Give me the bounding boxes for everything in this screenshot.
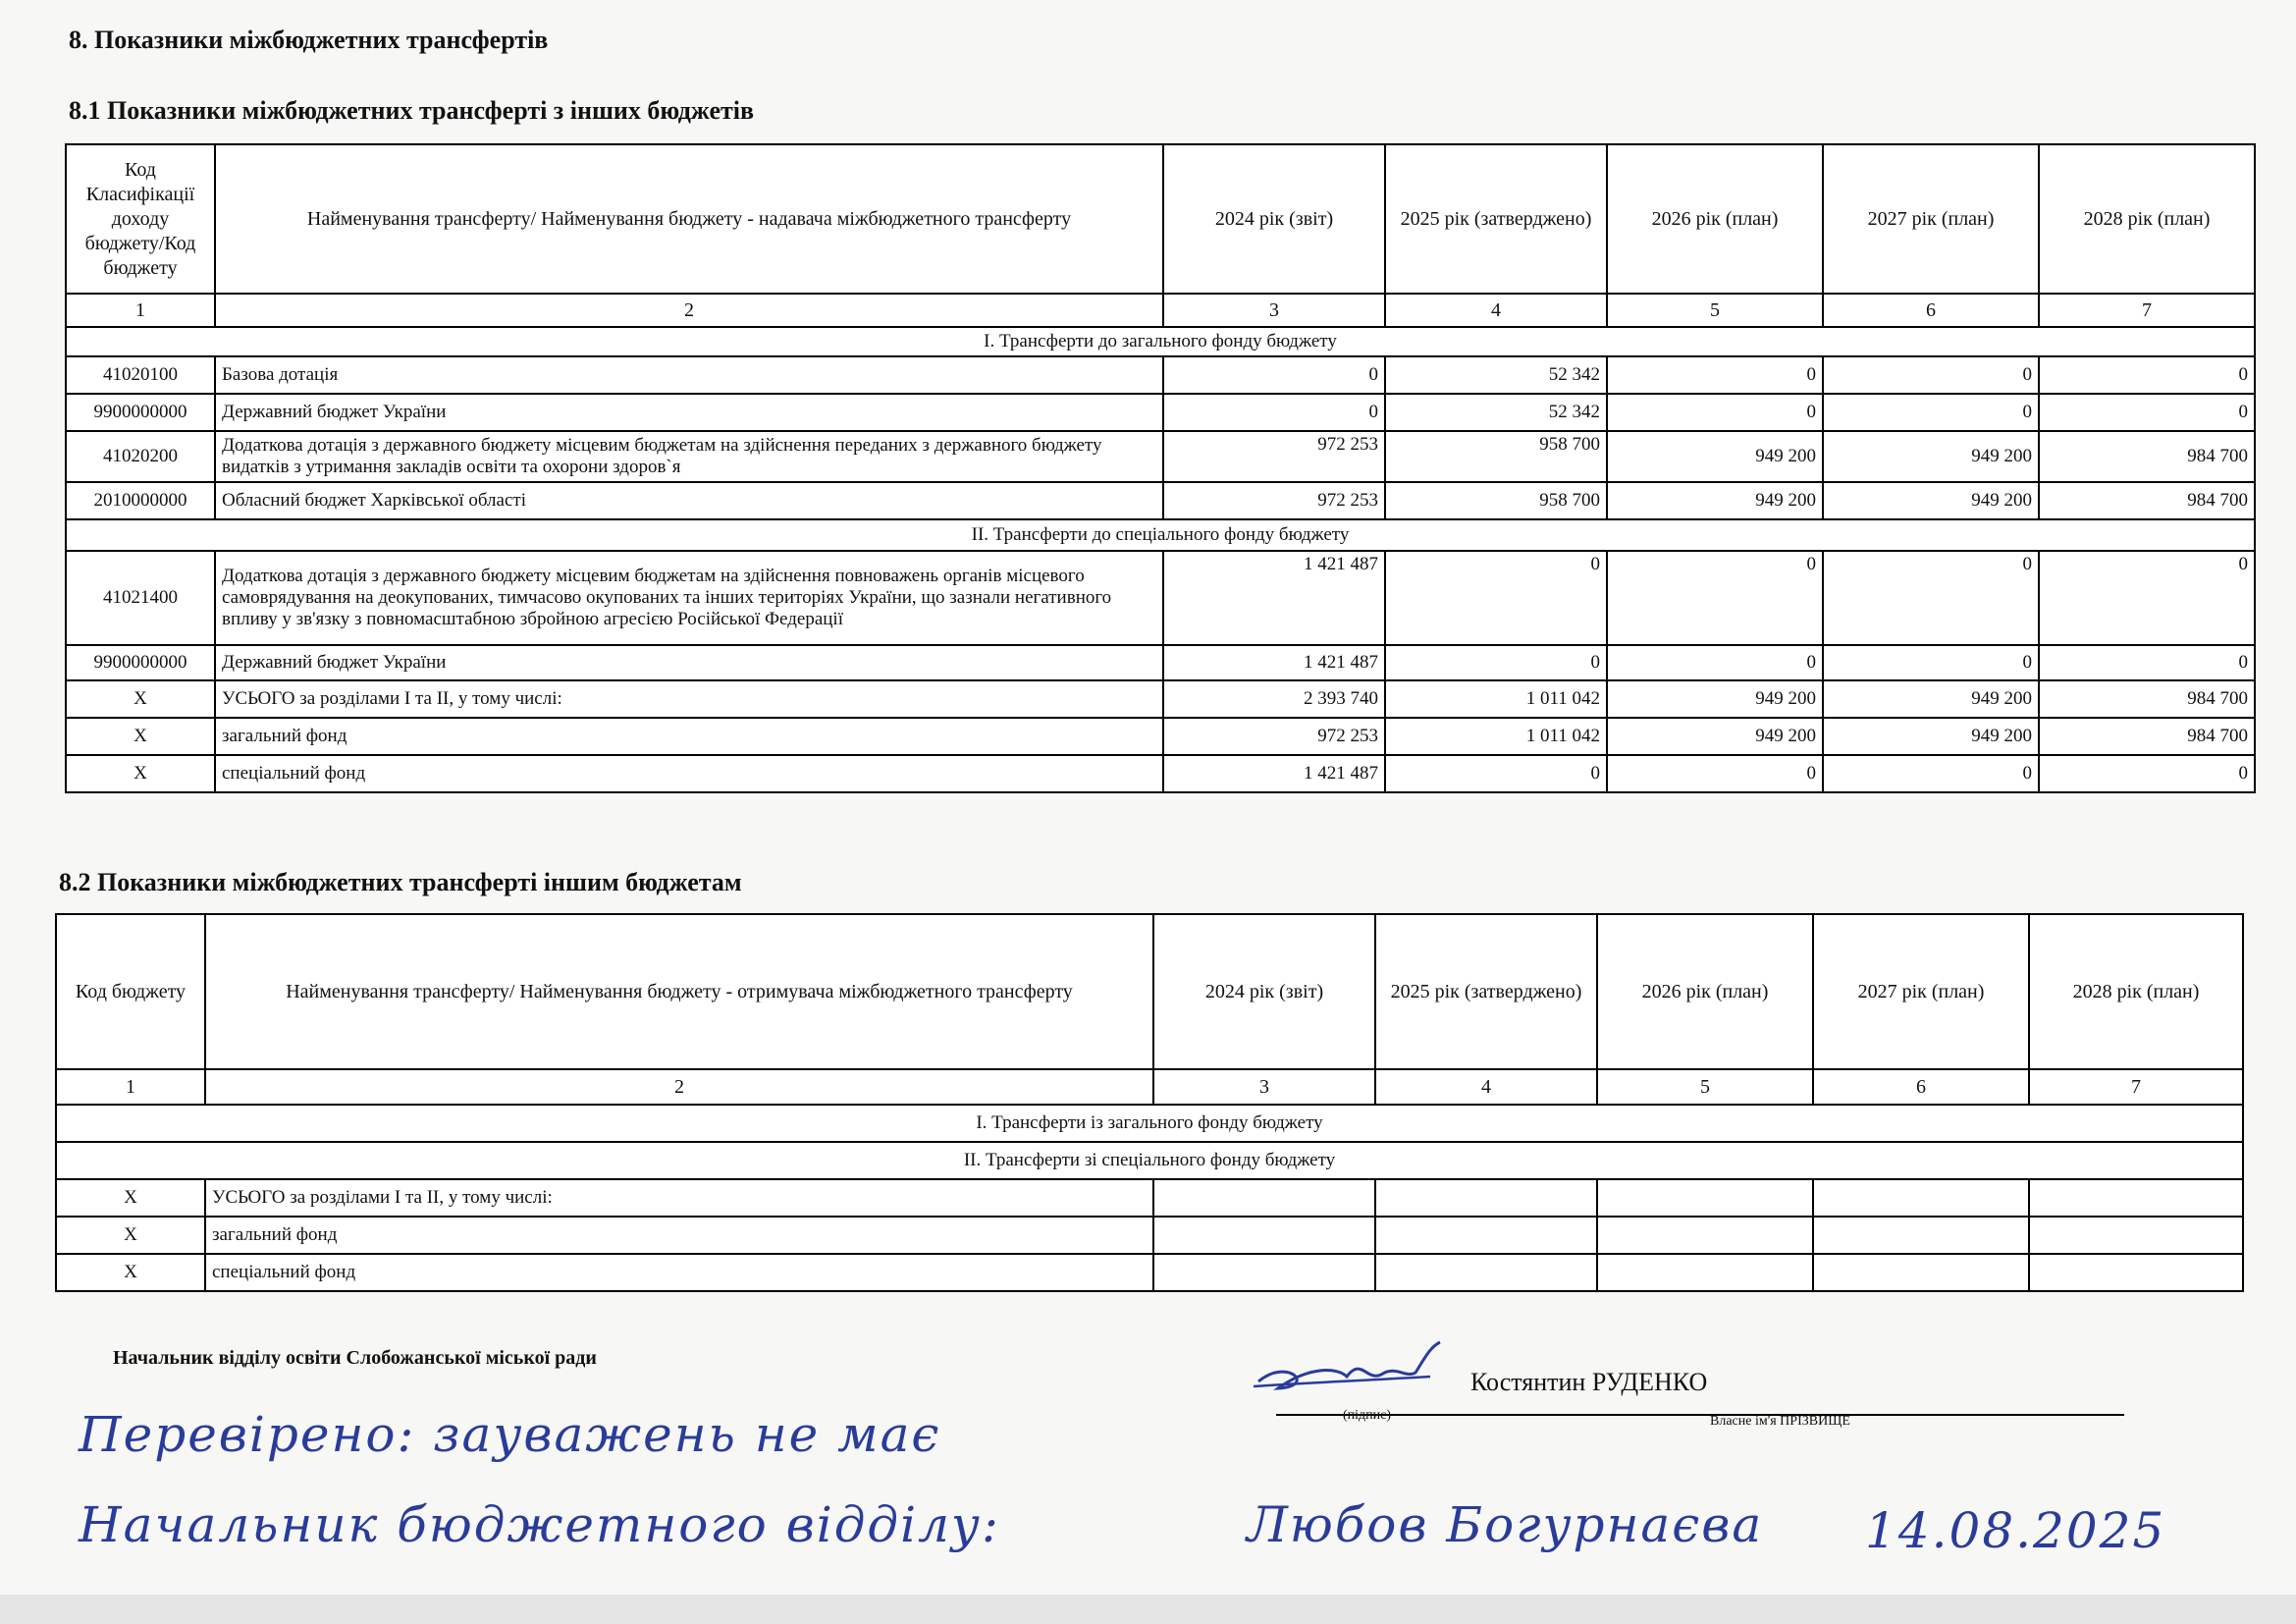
value-2026 <box>1597 1254 1813 1291</box>
row-name: Базова дотація <box>215 356 1163 394</box>
value-2024 <box>1153 1217 1375 1254</box>
value-2024: 1 421 487 <box>1163 551 1385 645</box>
header-2026: 2026 рік (план) <box>1597 914 1813 1069</box>
value-2024: 0 <box>1163 356 1385 394</box>
value-2024: 972 253 <box>1163 482 1385 519</box>
header-2028: 2028 рік (план) <box>2039 144 2255 294</box>
header-2027: 2027 рік (план) <box>1813 914 2029 1069</box>
row-name: Обласний бюджет Харківської області <box>215 482 1163 519</box>
value-2025: 0 <box>1385 551 1607 645</box>
value-2028 <box>2029 1217 2243 1254</box>
row-name: спеціальний фонд <box>205 1254 1153 1291</box>
value-2026: 949 200 <box>1607 680 1823 718</box>
section-8-1-heading: 8.1 Показники міжбюджетних трансферті з інших бюджетів <box>69 96 755 125</box>
value-2026 <box>1597 1179 1813 1217</box>
value-2024: 2 393 740 <box>1163 680 1385 718</box>
row-name: Додаткова дотація з державного бюджету місцевим бюджетам на здійснення переданих з державного бюджету видатків з утримання закладів освіти та охорони здоров`я <box>215 431 1163 482</box>
handwritten-signature <box>1249 1337 1445 1406</box>
row-code: X <box>66 680 215 718</box>
value-2025 <box>1375 1217 1597 1254</box>
header-name: Найменування трансферту/ Найменування бюджету - отримувача міжбюджетного трансферту <box>205 914 1153 1069</box>
value-2026: 0 <box>1607 755 1823 792</box>
value-2028: 984 700 <box>2039 431 2255 482</box>
value-2024: 972 253 <box>1163 718 1385 755</box>
col-number: 5 <box>1607 294 1823 327</box>
col-number: 2 <box>205 1069 1153 1105</box>
col-number: 3 <box>1163 294 1385 327</box>
table-row <box>66 431 2255 482</box>
total-row <box>66 755 2255 792</box>
total-row <box>56 1217 2243 1254</box>
section-general-fund: І. Трансферти із загального фонду бюджету <box>56 1105 2243 1142</box>
value-2028: 0 <box>2039 645 2255 680</box>
value-2025: 0 <box>1385 645 1607 680</box>
row-name: Додаткова дотація з державного бюджету місцевим бюджетам на здійснення повноважень органів місцевого самоврядування на деокупованих, тимчасово окупованих та інших територіях України, що зазнали негативного впливу у зв'язку з повномасштабною збройною агресією Російської Федерації <box>215 551 1163 645</box>
section-special-fund: ІІ. Трансферти зі спеціального фонду бюджету <box>56 1142 2243 1179</box>
value-2028: 0 <box>2039 551 2255 645</box>
value-2027: 0 <box>1823 645 2039 680</box>
value-2026: 0 <box>1607 356 1823 394</box>
row-code: 9900000000 <box>66 645 215 680</box>
section-8-heading: 8. Показники міжбюджетних трансфертів <box>69 26 549 54</box>
value-2025: 52 342 <box>1385 394 1607 431</box>
value-2027 <box>1813 1179 2029 1217</box>
col-number: 1 <box>66 294 215 327</box>
section-special-fund: ІІ. Трансферти до спеціального фонду бюджету <box>66 519 2255 551</box>
value-2026: 0 <box>1607 551 1823 645</box>
row-code: X <box>66 718 215 755</box>
scan-margin <box>0 1595 2296 1624</box>
row-code: 41020100 <box>66 356 215 394</box>
value-2024 <box>1153 1254 1375 1291</box>
row-code: X <box>66 755 215 792</box>
value-2026: 949 200 <box>1607 718 1823 755</box>
handwritten-note-name: Любов Богурнаєва <box>1247 1496 1764 1553</box>
value-2028: 0 <box>2039 755 2255 792</box>
signature-line <box>1276 1414 2124 1416</box>
header-2025: 2025 рік (затверджено) <box>1375 914 1597 1069</box>
value-2026: 949 200 <box>1607 482 1823 519</box>
section-general-fund: І. Трансферти до загального фонду бюджету <box>66 327 2255 356</box>
col-number: 7 <box>2039 294 2255 327</box>
row-code: 9900000000 <box>66 394 215 431</box>
section-8-2-heading: 8.2 Показники міжбюджетних трансферті іншим бюджетам <box>59 868 742 896</box>
value-2025: 1 011 042 <box>1385 680 1607 718</box>
transfers-from-table <box>65 143 2256 793</box>
value-2027: 0 <box>1823 551 2039 645</box>
value-2026: 949 200 <box>1607 431 1823 482</box>
value-2027: 0 <box>1823 394 2039 431</box>
value-2027: 949 200 <box>1823 431 2039 482</box>
col-number: 2 <box>215 294 1163 327</box>
value-2028: 984 700 <box>2039 718 2255 755</box>
col-number: 6 <box>1813 1069 2029 1105</box>
col-number: 4 <box>1375 1069 1597 1105</box>
value-2028 <box>2029 1179 2243 1217</box>
col-number: 7 <box>2029 1069 2243 1105</box>
handwritten-date: 14.08.2025 <box>1865 1502 2166 1559</box>
value-2025: 0 <box>1385 755 1607 792</box>
row-name: УСЬОГО за розділами І та ІІ, у тому числі: <box>205 1179 1153 1217</box>
value-2027: 0 <box>1823 356 2039 394</box>
value-2025: 958 700 <box>1385 431 1607 482</box>
row-code: X <box>56 1217 205 1254</box>
table-row <box>66 645 2255 680</box>
value-2026 <box>1597 1217 1813 1254</box>
row-name: загальний фонд <box>215 718 1163 755</box>
row-name: Державний бюджет України <box>215 645 1163 680</box>
value-2026: 0 <box>1607 394 1823 431</box>
handwritten-note-line1: Перевірено: зауважень не має <box>79 1406 941 1463</box>
value-2027 <box>1813 1254 2029 1291</box>
row-name: загальний фонд <box>205 1217 1153 1254</box>
header-name: Найменування трансферту/ Найменування бюджету - надавача міжбюджетного трансферту <box>215 144 1163 294</box>
value-2024: 972 253 <box>1163 431 1385 482</box>
value-2024 <box>1153 1179 1375 1217</box>
signature-caption: (підпис) <box>1343 1408 1392 1423</box>
value-2027: 0 <box>1823 755 2039 792</box>
total-row <box>66 680 2255 718</box>
row-name: спеціальний фонд <box>215 755 1163 792</box>
value-2027: 949 200 <box>1823 482 2039 519</box>
header-2026: 2026 рік (план) <box>1607 144 1823 294</box>
header-2025: 2025 рік (затверджено) <box>1385 144 1607 294</box>
value-2026: 0 <box>1607 645 1823 680</box>
header-2024: 2024 рік (звіт) <box>1153 914 1375 1069</box>
value-2028: 984 700 <box>2039 482 2255 519</box>
name-caption: Власне ім'я ПРІЗВИЩЕ <box>1710 1414 1850 1429</box>
header-code: Код бюджету <box>56 914 205 1069</box>
col-number: 6 <box>1823 294 2039 327</box>
col-number: 1 <box>56 1069 205 1105</box>
value-2024: 0 <box>1163 394 1385 431</box>
value-2024: 1 421 487 <box>1163 755 1385 792</box>
value-2028 <box>2029 1254 2243 1291</box>
header-2024: 2024 рік (звіт) <box>1163 144 1385 294</box>
total-row <box>56 1254 2243 1291</box>
signatory-name: Костянтин РУДЕНКО <box>1470 1368 1708 1396</box>
table-row <box>66 394 2255 431</box>
signatory-position: Начальник відділу освіти Слобожанської міської ради <box>113 1347 597 1369</box>
row-code: 2010000000 <box>66 482 215 519</box>
handwritten-note-line2: Начальник бюджетного відділу: <box>79 1496 1000 1553</box>
table-row <box>66 551 2255 645</box>
table-row <box>66 482 2255 519</box>
value-2027: 949 200 <box>1823 718 2039 755</box>
row-code: 41021400 <box>66 551 215 645</box>
value-2025 <box>1375 1254 1597 1291</box>
value-2028: 0 <box>2039 356 2255 394</box>
value-2024: 1 421 487 <box>1163 645 1385 680</box>
value-2027: 949 200 <box>1823 680 2039 718</box>
col-number: 3 <box>1153 1069 1375 1105</box>
header-2027: 2027 рік (план) <box>1823 144 2039 294</box>
row-code: X <box>56 1254 205 1291</box>
header-code: Код Класифікації доходу бюджету/Код бюджету <box>66 144 215 294</box>
total-row <box>56 1179 2243 1217</box>
value-2025: 52 342 <box>1385 356 1607 394</box>
value-2025: 958 700 <box>1385 482 1607 519</box>
row-code: X <box>56 1179 205 1217</box>
row-code: 41020200 <box>66 431 215 482</box>
value-2027 <box>1813 1217 2029 1254</box>
row-name: УСЬОГО за розділами І та ІІ, у тому числі: <box>215 680 1163 718</box>
row-name: Державний бюджет України <box>215 394 1163 431</box>
value-2028: 0 <box>2039 394 2255 431</box>
value-2025 <box>1375 1179 1597 1217</box>
table-row <box>66 356 2255 394</box>
total-row <box>66 718 2255 755</box>
col-number: 4 <box>1385 294 1607 327</box>
transfers-to-table <box>55 913 2244 1292</box>
value-2025: 1 011 042 <box>1385 718 1607 755</box>
header-2028: 2028 рік (план) <box>2029 914 2243 1069</box>
col-number: 5 <box>1597 1069 1813 1105</box>
value-2028: 984 700 <box>2039 680 2255 718</box>
